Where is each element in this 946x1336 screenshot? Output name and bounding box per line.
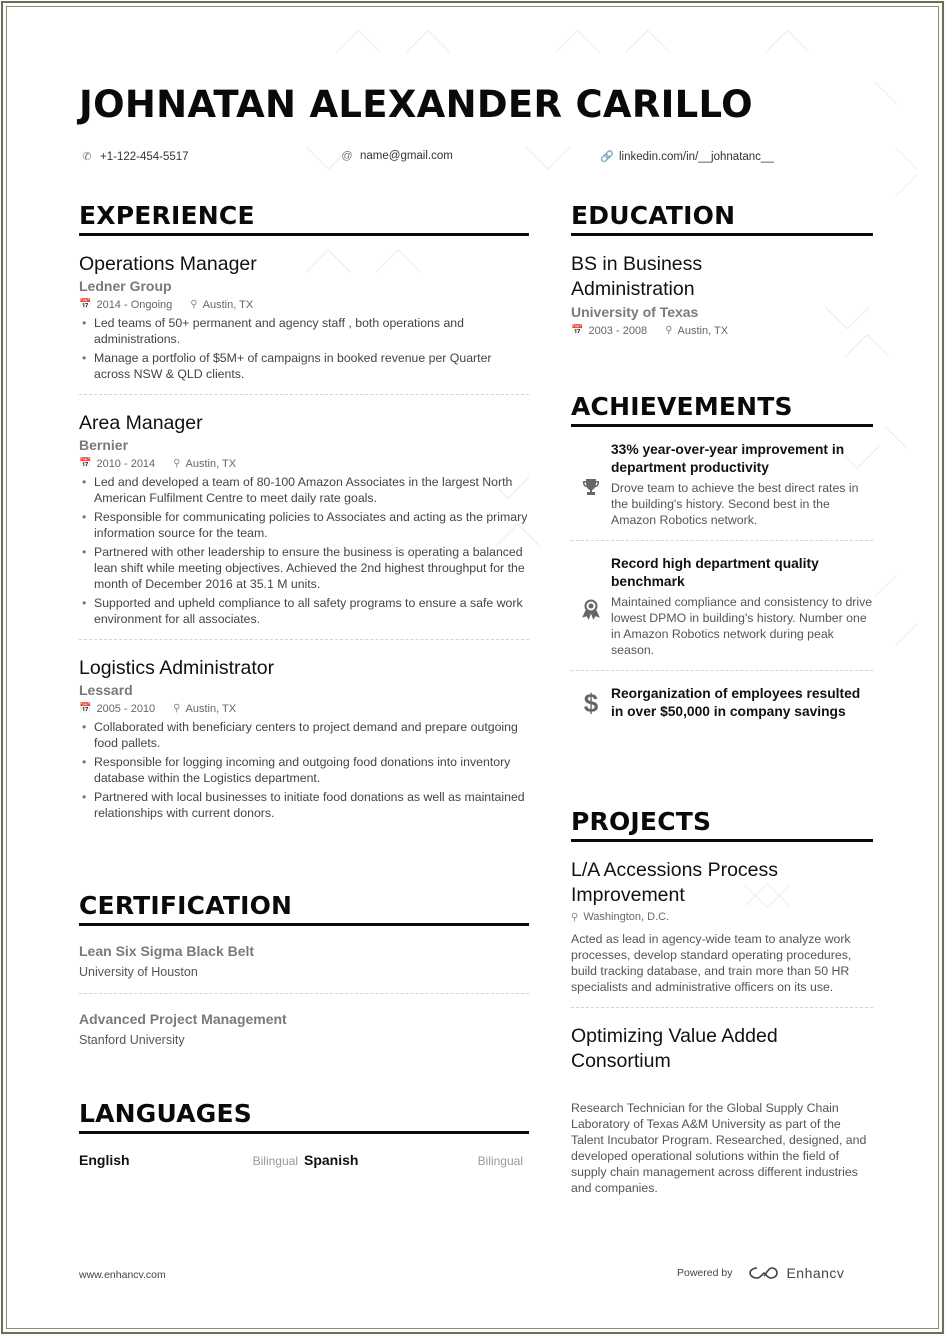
languages-section: [79, 1099, 529, 1168]
job-bullets: [79, 719, 529, 821]
job-entry: [79, 411, 529, 640]
contact-phone[interactable]: [81, 150, 189, 163]
project-entry: [571, 858, 873, 1008]
achievement-item: [571, 441, 873, 528]
location-pin-icon: ⚲: [173, 458, 181, 469]
cert-entry: [79, 1010, 529, 1048]
job-bullets: [79, 474, 529, 627]
job-title: Logistics Administrator: [79, 657, 275, 679]
location-pin-icon: ⚲: [190, 299, 198, 310]
achievement-title: Record high department quality benchmark: [611, 556, 819, 589]
project-description: Acted as lead in agency-wide team to analyze work processes, develop standard operating procedures, build tracking database, and train more than 50 HR specialists and administrative officers on its use.: [571, 932, 852, 994]
footer-website[interactable]: www.enhancv.com: [79, 1269, 166, 1281]
dashed-divider: [571, 1007, 873, 1008]
dashed-divider: [79, 639, 529, 640]
bullet-item: • Partnered with local businesses to initiate food donations as well as maintained relationships with current donors.: [79, 789, 529, 821]
resume-page: [7, 7, 938, 1328]
job-location: Austin, TX: [185, 458, 237, 470]
company-name: Ledner Group: [79, 278, 172, 294]
bullet-item: • Partnered with other leadership to ensure the business is operating a balanced lean shift while meeting objectives. Achieved the 2nd highest throughput for the month of December 2016 at 35.1 M units.: [79, 544, 529, 592]
company-name: Lessard: [79, 682, 133, 698]
language-name: Spanish: [304, 1152, 359, 1168]
calendar-icon: 📅: [571, 325, 584, 336]
section-rule: [79, 1131, 529, 1134]
job-meta: [79, 297, 529, 313]
bullet-item: • Manage a portfolio of $5M+ of campaigns in booked revenue per Quarter across NSW & QLD clients.: [79, 350, 529, 382]
job-dates: 2010 - 2014: [96, 458, 156, 470]
certification-column: [79, 891, 529, 1048]
experience-section: [79, 201, 529, 821]
calendar-icon: 📅: [79, 703, 92, 714]
candidate-name: JOHNATAN ALEXANDER CARILLO: [79, 83, 753, 126]
projects-section: [571, 807, 873, 1196]
cert-entry: [79, 942, 529, 994]
job-dates: 2014 - Ongoing: [96, 299, 173, 311]
degree-title: BS in Business Administration: [571, 253, 703, 300]
infinity-logo-icon: [748, 1265, 780, 1281]
language-item: [79, 1152, 304, 1168]
powered-by-label: Powered by: [677, 1267, 733, 1279]
cert-name: Advanced Project Management: [79, 1011, 287, 1027]
language-name: English: [79, 1152, 130, 1168]
phone-icon: ✆: [82, 151, 92, 163]
achievement-description: Maintained compliance and consistency to drive lowest DPMO in building's history. Number one in Amazon Robotics network during peak season.: [611, 595, 873, 657]
job-meta: [79, 701, 529, 717]
projects-column: [571, 807, 873, 1196]
brand-name: Enhancv: [786, 1265, 845, 1281]
calendar-icon: 📅: [79, 299, 92, 310]
section-rule: [571, 233, 873, 236]
job-bullets: [79, 315, 529, 382]
bullet-item: • Supported and upheld compliance to all safety programs to ensure a safe work environment for all associates.: [79, 595, 529, 627]
section-title-languages: LANGUAGES: [79, 1099, 253, 1128]
section-title-experience: EXPERIENCE: [79, 201, 255, 230]
bullet-item: • Led and developed a team of 80-100 Amazon Associates in the largest North American Fulfilment Centre to meet daily rate goals.: [79, 474, 529, 506]
cert-issuer: Stanford University: [79, 1033, 185, 1047]
award-icon: [571, 555, 611, 658]
school-name: University of Texas: [571, 304, 699, 320]
project-location-row: [571, 910, 873, 925]
dashed-divider: [571, 540, 873, 541]
contact-email[interactable]: [341, 150, 453, 162]
job-dates: 2005 - 2010: [96, 703, 156, 715]
job-title: Area Manager: [79, 412, 203, 434]
project-description: Research Technician for the Global Supply Chain Laboratory of Texas A&M University as part of the Talent Incubator Program. Researched, designed, and developed operational solutions within the field of supply chain management across different industries and companies.: [571, 1101, 867, 1195]
section-title-education: EDUCATION: [571, 201, 736, 230]
linkedin-value: linkedin.com/in/__johnatanc__: [619, 150, 774, 163]
bullet-item: • Responsible for logging incoming and outgoing food donations into inventory database within the Logistics department.: [79, 754, 529, 786]
location-pin-icon: ⚲: [571, 912, 579, 923]
education-meta: [571, 323, 873, 339]
calendar-icon: 📅: [79, 458, 92, 469]
section-rule: [79, 923, 529, 926]
education-location: Austin, TX: [677, 325, 729, 337]
education-section: [571, 201, 873, 339]
footer-branding: [677, 1265, 844, 1281]
section-rule: [571, 839, 873, 842]
section-rule: [571, 424, 873, 427]
phone-value: +1-122-454-5517: [100, 150, 189, 163]
bullet-item: • Led teams of 50+ permanent and agency staff , both operations and administrations.: [79, 315, 529, 347]
education-dates: 2003 - 2008: [588, 325, 648, 337]
email-value: name@gmail.com: [360, 150, 453, 162]
enhancv-logo[interactable]: [748, 1265, 844, 1281]
section-rule: [79, 233, 529, 236]
languages-list: [79, 1152, 529, 1168]
cert-name: Lean Six Sigma Black Belt: [79, 943, 255, 959]
achievement-item: [571, 555, 873, 658]
section-title-certification: CERTIFICATION: [79, 891, 293, 920]
location-pin-icon: ⚲: [173, 703, 181, 714]
achievements-section: [571, 392, 873, 721]
trophy-icon: [571, 441, 611, 528]
languages-column: [79, 1099, 529, 1168]
achievement-title: Reorganization of employees resulted in over $50,000 in company savings: [611, 686, 861, 719]
dashed-divider: [79, 993, 529, 994]
dollar-icon: $: [583, 687, 599, 718]
language-level: Bilingual: [477, 1154, 523, 1168]
section-title-achievements: ACHIEVEMENTS: [571, 392, 793, 421]
link-icon: 🔗: [600, 151, 614, 163]
project-entry: [571, 1024, 873, 1196]
job-meta: [79, 456, 529, 472]
job-entry: [79, 656, 529, 821]
education-column: [571, 201, 873, 339]
dashed-divider: [79, 394, 529, 395]
page-frame: [6, 6, 939, 1329]
project-location: Washington, D.C.: [583, 911, 670, 923]
education-entry: [571, 252, 873, 339]
language-item: [304, 1152, 529, 1168]
project-title: Optimizing Value Added Consortium: [571, 1025, 778, 1072]
job-title: Operations Manager: [79, 253, 257, 275]
bullet-item: • Responsible for communicating policies to Associates and acting as the primary information source for the team.: [79, 509, 529, 541]
dashed-divider: [571, 670, 873, 671]
left-column: [79, 201, 529, 824]
bullet-item: • Collaborated with beneficiary centers to project demand and prepare outgoing food pallets.: [79, 719, 529, 751]
company-name: Bernier: [79, 437, 129, 453]
achievement-item: [571, 685, 873, 721]
section-title-projects: PROJECTS: [571, 807, 712, 836]
achievement-description: Drove team to achieve the best direct rates in the building's history. Second best in the Amazon Robotics network.: [611, 481, 859, 527]
language-level: Bilingual: [252, 1154, 298, 1168]
certification-section: [79, 891, 529, 1048]
achievements-column: [571, 392, 873, 721]
achievement-title: 33% year-over-year improvement in department productivity: [611, 442, 845, 475]
project-title: L/A Accessions Process Improvement: [571, 859, 779, 906]
location-pin-icon: ⚲: [665, 325, 673, 336]
job-location: Austin, TX: [185, 703, 237, 715]
job-location: Austin, TX: [202, 299, 254, 311]
at-icon: @: [341, 150, 353, 162]
cert-issuer: University of Houston: [79, 965, 198, 979]
job-entry: [79, 252, 529, 395]
contact-linkedin[interactable]: [600, 150, 774, 163]
